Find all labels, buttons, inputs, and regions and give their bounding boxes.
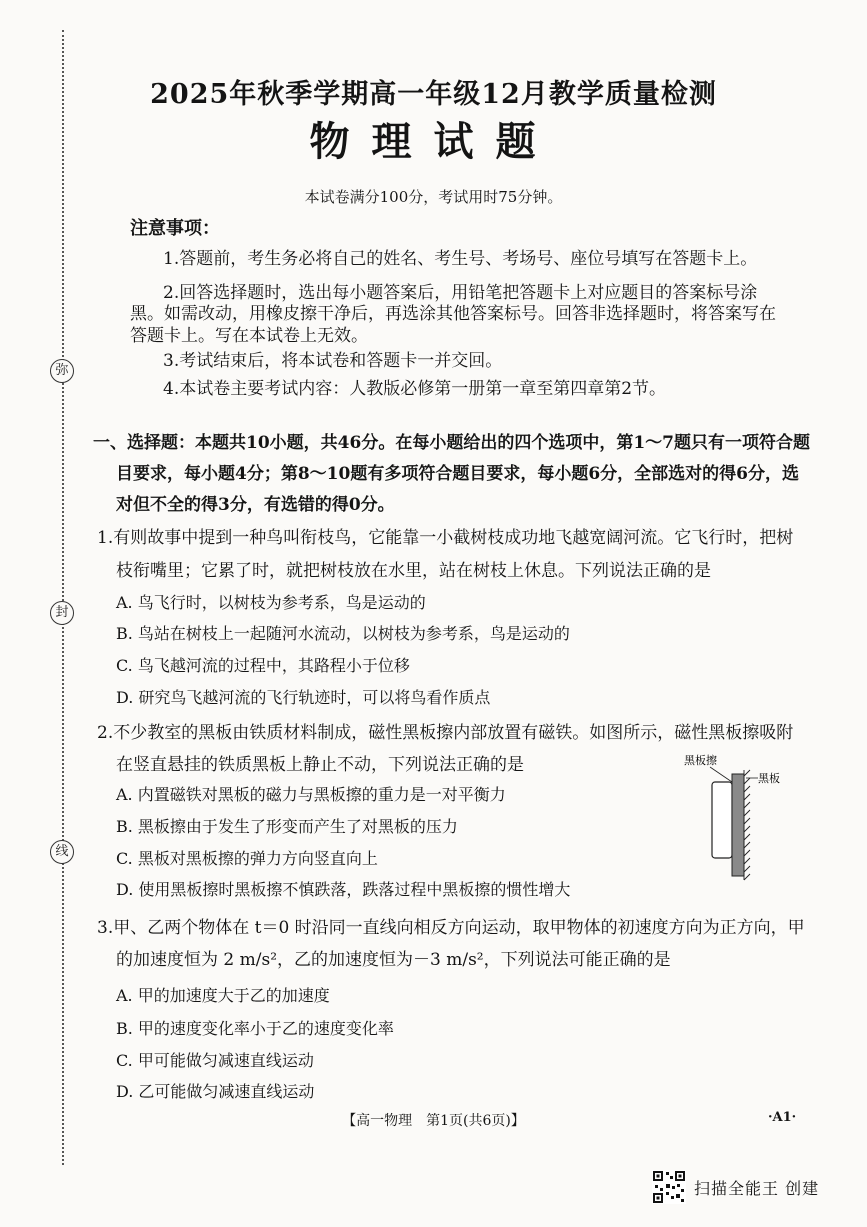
eraser-shape [712,782,732,858]
scanner-watermark [652,1170,819,1204]
notice-line: 2.回答选择题时，选出每小题答案后，用铅笔把答题卡上对应题目的答案标号涂 [163,283,758,303]
question-2-stem: 2.不少教室的黑板由铁质材料制成，磁性黑板擦内部放置有磁铁。如图所示，磁性黑板擦吸附 [97,723,794,743]
question-2-stem: 在竖直悬挂的铁质黑板上静止不动，下列说法正确的是 [116,755,524,775]
qr-code-icon [652,1170,686,1204]
notice-line: 3.考试结束后，将本试卷和答题卡一并交回。 [163,351,503,371]
exam-title: 2025年秋季学期高一年级12月教学质量检测 [150,79,717,110]
question-2-option-d: D. 使用黑板擦时黑板擦不慎跌落，跌落过程中黑板擦的惯性增大 [116,880,571,899]
question-3-stem: 的加速度恒为 2 m/s²，乙的加速度恒为－3 m/s²，下列说法可能正确的是 [116,950,671,970]
notice-title: 注意事项： [130,218,220,239]
question-3-option-c: C. 甲可能做匀减速直线运动 [116,1051,314,1070]
blackboard-eraser-figure [684,752,794,882]
question-1-option-c: C. 鸟飞越河流的过程中，其路程小于位移 [116,656,410,675]
exam-subject: 物理试题 [309,118,558,165]
notice-line: 4.本试卷主要考试内容：人教版必修第一册第一章至第四章第2节。 [163,379,667,399]
question-3-stem: 3.甲、乙两个物体在 t＝0 时沿同一直线向相反方向运动，取甲物体的初速度方向为正方向，甲 [97,918,805,938]
page-footer: 【高一物理 第1页(共6页)】 [342,1113,525,1129]
question-2-option-a: A. 内置磁铁对黑板的磁力与黑板擦的重力是一对平衡力 [116,785,506,804]
question-1-stem: 1.有则故事中提到一种鸟叫衔枝鸟，它能靠一小截树枝成功地飞越宽阔河流。它飞行时，把树 [97,528,794,548]
question-1-option-a: A. 鸟飞行时，以树枝为参考系，鸟是运动的 [116,593,426,612]
page-code: ·A1· [768,1110,797,1125]
notice-line: 黑。如需改动，用橡皮擦干净后，再选涂其他答案标号。回答非选择题时，将答案写在 [130,304,776,324]
notice-line: 1.答题前，考生务必将自己的姓名、考生号、考场号、座位号填写在答题卡上。 [163,249,758,269]
section-heading: 对但不全的得3分，有选错的得0分。 [116,495,395,515]
eraser-leader-line [710,767,732,782]
section-heading: 目要求，每小题4分；第8～10题有多项符合题目要求，每小题6分，全部选对的得6分，选 [116,464,799,484]
question-2-option-c: C. 黑板对黑板擦的弹力方向竖直向上 [116,849,378,868]
blackboard-shape [732,774,744,876]
scanner-watermark-text: 扫描全能王 创建 [694,1178,820,1198]
question-1-stem: 枝衔嘴里；它累了时，就把树枝放在水里，站在树枝上休息。下列说法正确的是 [116,561,711,581]
question-3-option-b: B. 甲的速度变化率小于乙的速度变化率 [116,1019,394,1038]
question-3-option-a: A. 甲的加速度大于乙的加速度 [116,986,330,1005]
seal-mi: 弥 [50,359,74,383]
question-3-option-d: D. 乙可能做匀减速直线运动 [116,1082,315,1101]
seal-xian: 线 [50,840,74,864]
question-1-option-d: D. 研究鸟飞越河流的飞行轨迹时，可以将鸟看作质点 [116,688,491,707]
figure-label-board: 黑板 [758,772,780,785]
exam-info: 本试卷满分100分，考试用时75分钟。 [304,188,563,206]
wall-hatching [744,770,750,880]
section-heading: 一、选择题：本题共10小题，共46分。在每小题给出的四个选项中，第1～7题只有一项符合题 [93,433,810,453]
question-2-option-b: B. 黑板擦由于发生了形变而产生了对黑板的压力 [116,817,458,836]
question-1-option-b: B. 鸟站在树枝上一起随河水流动，以树枝为参考系，鸟是运动的 [116,624,570,643]
notice-line: 答题卡上。写在本试卷上无效。 [130,326,368,346]
figure-label-eraser: 黑板擦 [684,754,717,767]
seal-feng: 封 [50,601,74,625]
